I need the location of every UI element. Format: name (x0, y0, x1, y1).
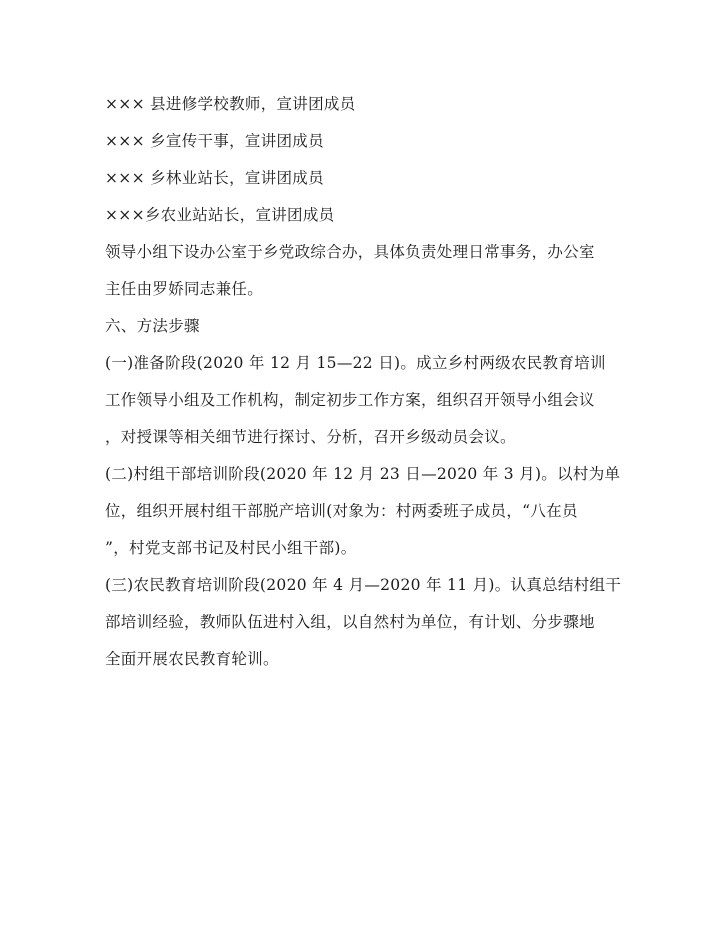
text-line-1: ××× 县进修学校教师，宣讲团成员 (105, 95, 356, 113)
text-line-13: ”，村党支部书记及村民小组干部)。 (105, 539, 357, 557)
text-line-14: (三)农民教育培训阶段(2020 年 4 月—2020 年 11 月)。认真总结村组干 (105, 576, 622, 594)
text-line-16: 全面开展农民教育轮训。 (105, 650, 279, 668)
text-line-10: ，对授课等相关细节进行探讨、分析，召开乡级动员会议。 (105, 428, 516, 446)
text-line-12: 位，组织开展村组干部脱产培训(对象为：村两委班子成员，“八在员 (105, 502, 578, 520)
text-line-15: 部培训经验，教师队伍进村入组，以自然村为单位，有计划、分步骤地 (105, 613, 595, 631)
text-line-11: (二)村组干部培训阶段(2020 年 12 月 23 日—2020 年 3 月)。以村为单 (105, 465, 621, 483)
text-line-5: 领导小组下设办公室于乡党政综合办，具体负责处理日常事务，办公室 (105, 243, 595, 261)
text-line-4: ×××乡农业站站长，宣讲团成员 (105, 206, 335, 224)
text-line-9: 工作领导小组及工作机构，制定初步工作方案，组织召开领导小组会议 (105, 391, 595, 409)
text-line-2: ××× 乡宣传干事，宣讲团成员 (105, 132, 324, 150)
text-line-8: (一)准备阶段(2020 年 12 月 15—22 日)。成立乡村两级农民教育培训 (105, 354, 606, 372)
text-line-6: 主任由罗娇同志兼任。 (105, 280, 264, 298)
section-heading: 六、方法步骤 (105, 317, 200, 335)
text-line-3: ××× 乡林业站长，宣讲团成员 (105, 169, 324, 187)
